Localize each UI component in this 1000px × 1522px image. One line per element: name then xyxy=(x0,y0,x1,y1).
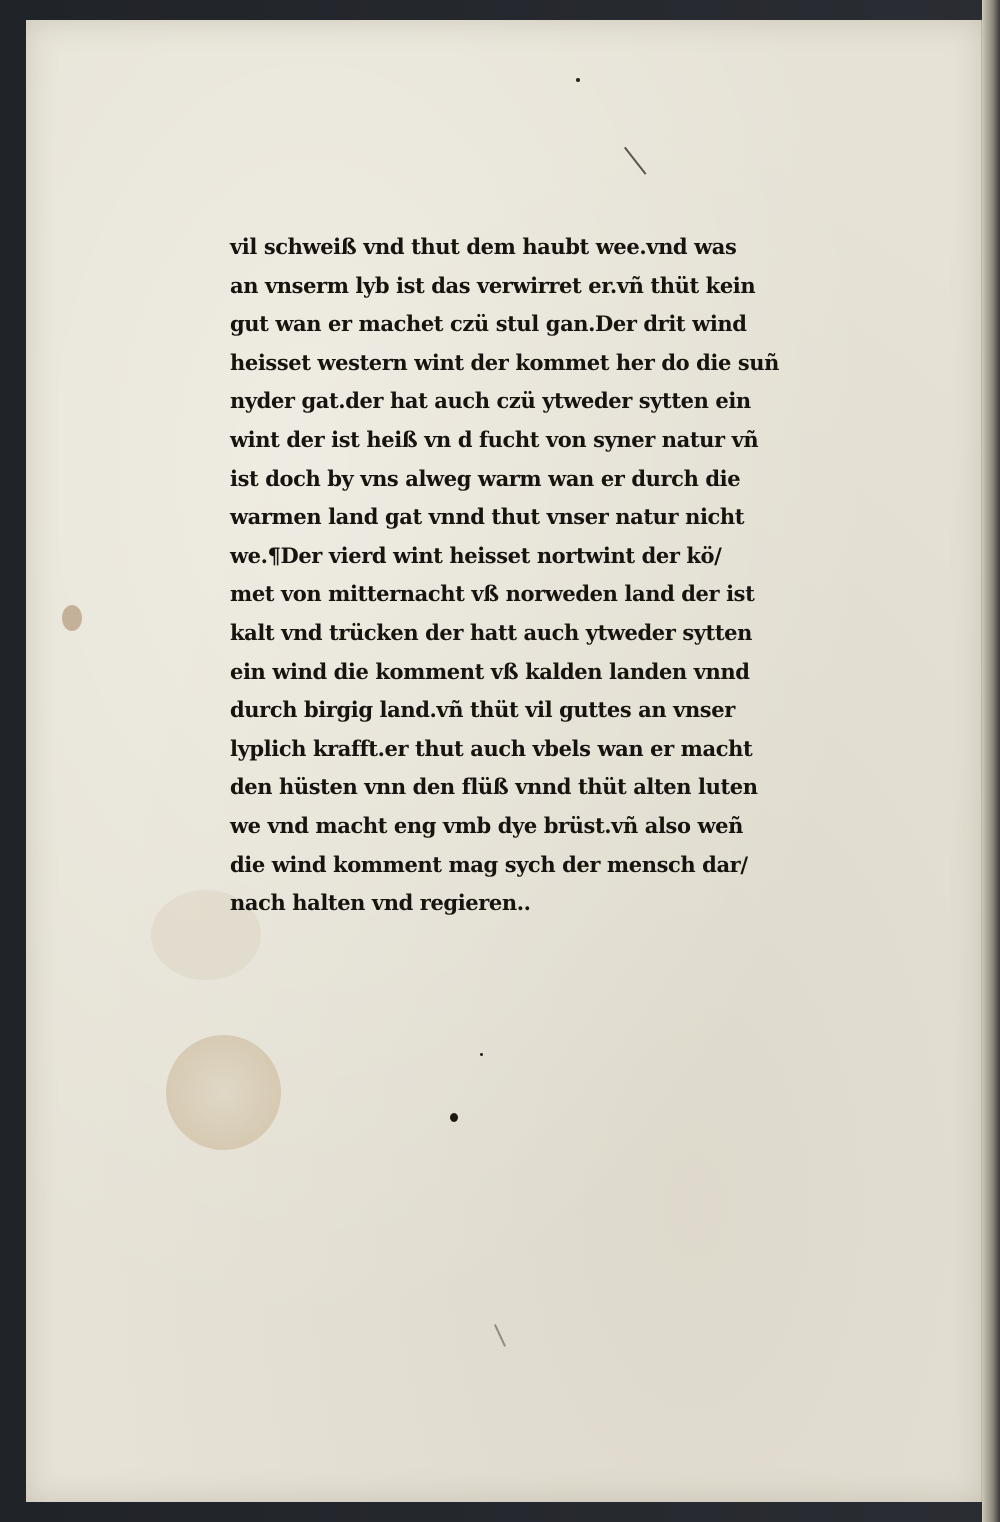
text-line: wint der ist heiß vn d fucht von syner natur vñ xyxy=(230,426,759,452)
ink-speck xyxy=(480,1053,483,1056)
text-line: heisset western wint der kommet her do die suñ xyxy=(230,349,780,375)
scratch-mark xyxy=(494,1324,506,1347)
text-line: we vnd macht eng vmb dye brüst.vñ also weñ xyxy=(230,812,743,838)
text-line: warmen land gat vnnd thut vnser natur nicht xyxy=(230,504,745,530)
text-line: nach halten vnd regieren.. xyxy=(230,890,531,916)
text-line: durch birgig land.vñ thüt vil guttes an vnser xyxy=(230,697,735,723)
text-line: an vnserm lyb ist das verwirret er.vñ thüt kein xyxy=(230,272,756,298)
ink-dot xyxy=(450,1113,458,1122)
text-line: kalt vnd trücken der hatt auch ytweder sytten xyxy=(230,619,752,645)
ink-speck xyxy=(576,78,580,82)
text-line: ist doch by vns alweg warm wan er durch die xyxy=(230,465,741,491)
text-line: den hüsten vnn den flüß vnnd thüt alten luten xyxy=(230,774,758,800)
scratch-mark xyxy=(624,147,647,175)
water-stain xyxy=(166,1035,281,1150)
text-line: met von mitternacht vß norweden land der ist xyxy=(230,581,755,607)
edge-stain xyxy=(62,605,82,631)
text-line: vil schweiß vnd thut dem haubt wee.vnd was xyxy=(230,234,737,259)
text-line: nyder gat.der hat auch czü ytweder sytten ein xyxy=(230,388,751,414)
text-line: die wind komment mag sych der mensch dar/ xyxy=(230,851,748,877)
text-line: gut wan er machet czü stul gan.Der drit wind xyxy=(230,311,747,337)
blackletter-text-block xyxy=(230,228,880,923)
text-line: ein wind die komment vß kalden landen vnnd xyxy=(230,658,750,684)
text-line: lyplich krafft.er thut auch vbels wan er macht xyxy=(230,735,753,761)
next-page-edge xyxy=(982,0,1000,1522)
text-line: we.¶Der vierd wint heisset nortwint der kö/ xyxy=(230,542,722,568)
